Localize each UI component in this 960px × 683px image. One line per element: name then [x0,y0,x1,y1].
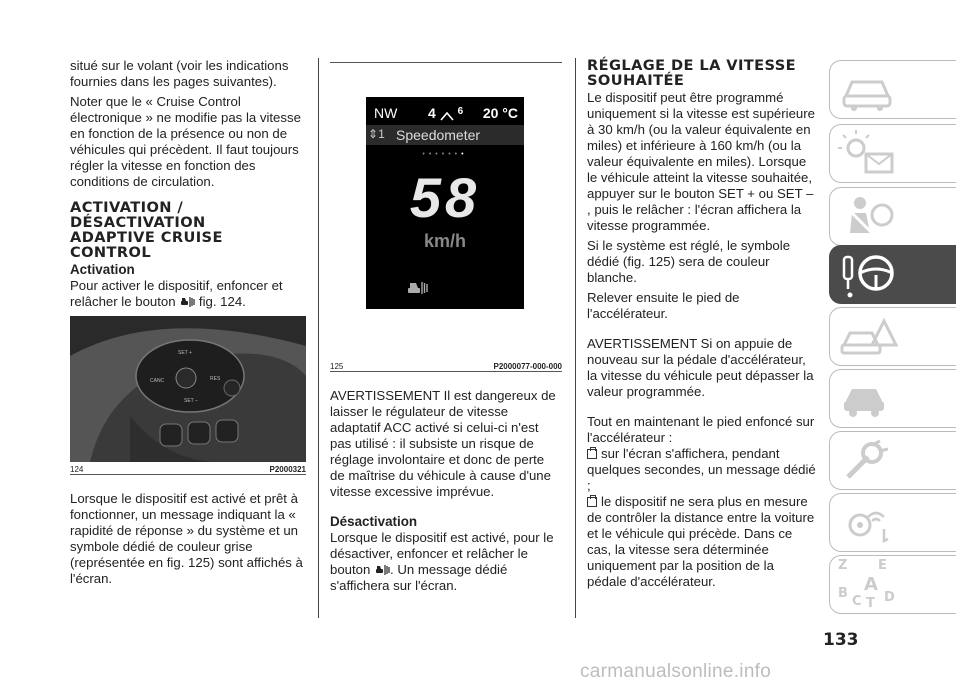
lights-message-icon [838,130,898,178]
alphabet-index-icon: Z E A B C T D [838,558,895,611]
speed-text-1: Le dispositif peut être programmé uniquement si la vitesse est supérieure à 30 km/h (ou la valeur équivalente en miles) et inférieure à 160 km/h (ou la valeur équivalente en miles). Lorsque le véhicule atteint la vitesse souhaitée, appuyer sur le bouton SET + ou SET – , puis le relâcher : l'écran affichera la vitesse programmée. [587,90,815,233]
temperature-readout: 20 °C [482,105,518,121]
bullet-item: sur l'écran s'affichera, pendant quelques secondes, un message dédié ; [587,446,816,493]
seatbelt-airbag-icon [838,193,898,241]
column-left [70,0,306,591]
acc-button-icon [179,295,195,309]
after-figure-text: Lorsque le dispositif est activé et prêt à fonctionner, un message indiquant la « rapidité de réponse » du système et un symbole dédié de couleur grise (représentée en fig. 125) sont affichés à l'écran. [70,491,303,586]
speed-text-3: Relever ensuite le pied de l'accélérateur. [587,290,740,321]
label-set-plus: SET + [178,350,192,356]
figure-124-caption [70,465,306,474]
sidebar-tab-multimedia[interactable] [829,493,956,552]
acc-button-icon [374,563,390,577]
speed-text-4: Tout en maintenant le pied enfoncé sur l'accélérateur : [587,414,815,445]
subheading-activation: Activation [70,262,135,277]
sidebar-tab-emergency[interactable] [829,307,956,366]
menu-bar [366,125,524,145]
figure-125-caption [330,362,562,371]
sidebar-tab-breakdown[interactable] [829,369,956,428]
instrument-display [366,97,524,309]
gear-readout: 4 $^6$ [428,105,464,121]
steering-key-icon [838,251,898,299]
sidebar-tab-driving[interactable] [829,245,956,304]
sidebar-tab-lights[interactable] [829,124,956,183]
figure-rule [70,474,306,475]
bullet-check-icon [587,449,597,459]
column-middle [330,0,562,598]
warning-text: AVERTISSEMENT Si on appuie de nouveau sur la pédale d'accélérateur, la vitesse du véhicule peut dépasser la valeur programmée. [587,336,814,399]
gear-shift-icon [440,111,454,121]
compass-readout: NW [374,105,398,121]
label-canc: CANC [150,378,165,384]
figure-rule [330,371,562,372]
label-set-minus: SET – [184,398,198,404]
speed-readout: 58 [409,166,481,229]
figure-code: P2000321 [269,465,306,474]
figure-number: 124 [70,465,84,474]
column-divider-1 [318,58,319,618]
figure-instrument-display [330,63,562,359]
sidebar-tab-index[interactable] [829,555,956,614]
activation-text: Pour activer le dispositif, enfoncer et relâcher le bouton fig. 124. [70,278,283,309]
note-text: Noter que le « Cruise Control électronique » ne modifie pas la vitesse en fonction de la présence ou non de véhicules qui précèdent. Il faut toujours régler la vitesse en fonction des conditions de circulation. [70,94,301,189]
speed-unit: km/h [423,231,466,251]
car-dashboard-icon [838,66,898,114]
menu-title: Speedometer [396,127,481,143]
multimedia-icon [838,499,898,547]
section-heading-speed: RÉGLAGE DE LA VITESSE SOUHAITÉE [587,57,797,89]
sidebar-tab-maintenance[interactable] [829,431,956,490]
acc-symbol-icon [406,279,428,297]
bullet-check-icon [587,497,597,507]
sidebar-tab-safety[interactable] [829,187,956,246]
bullet-item: le dispositif ne sera plus en mesure de contrôler la distance entre la voiture et le véhicule qui précède. Dans ce cas, la vitesse sera déterminée uniquement par la position de la pédale d'accélérateur. [587,494,815,589]
speed-text-2: Si le système est réglé, le symbole dédié (fig. 125) sera de couleur blanche. [587,238,791,285]
figure-steering-wheel [70,316,306,462]
page-number: 133 [823,630,859,650]
section-heading-activation: ACTIVATION / DÉSACTIVATION ADAPTIVE CRUISE CONTROL [70,199,223,261]
car-breakdown-icon [838,375,898,423]
column-divider-2 [575,58,576,618]
figure-number: 125 [330,362,344,371]
menu-index: ⇕1 [368,127,385,141]
figure-code: P2000077-000-000 [493,362,562,371]
page-dots: ••••••• [422,151,468,158]
deactivation-text: Lorsque le dispositif est activé, pour le désactiver, enfoncer et relâcher le bouton . Un message dédié s'affichera sur l'écran. [330,530,554,593]
maintenance-wrench-icon [838,437,898,485]
steering-wheel-image [70,316,306,462]
warning-triangle-icon [838,313,898,361]
column-right [587,0,817,590]
intro-text: situé sur le volant (voir les indications fournies dans les pages suivantes). [70,58,289,89]
warning-text: AVERTISSEMENT Il est dangereux de laisser le régulateur de vitesse adaptatif ACC activé si celui-ci n'est pas utilisé : il subsiste un risque de réglage involontaire et donc de perte de maîtrise du véhicule à cause d'une vitesse excessive imprévue. [330,388,556,499]
watermark: carmanualsonline.info [580,661,772,682]
sidebar-tab-dashboard[interactable] [829,60,956,119]
label-res: RES [210,376,221,382]
subheading-deactivation: Désactivation [330,514,418,529]
